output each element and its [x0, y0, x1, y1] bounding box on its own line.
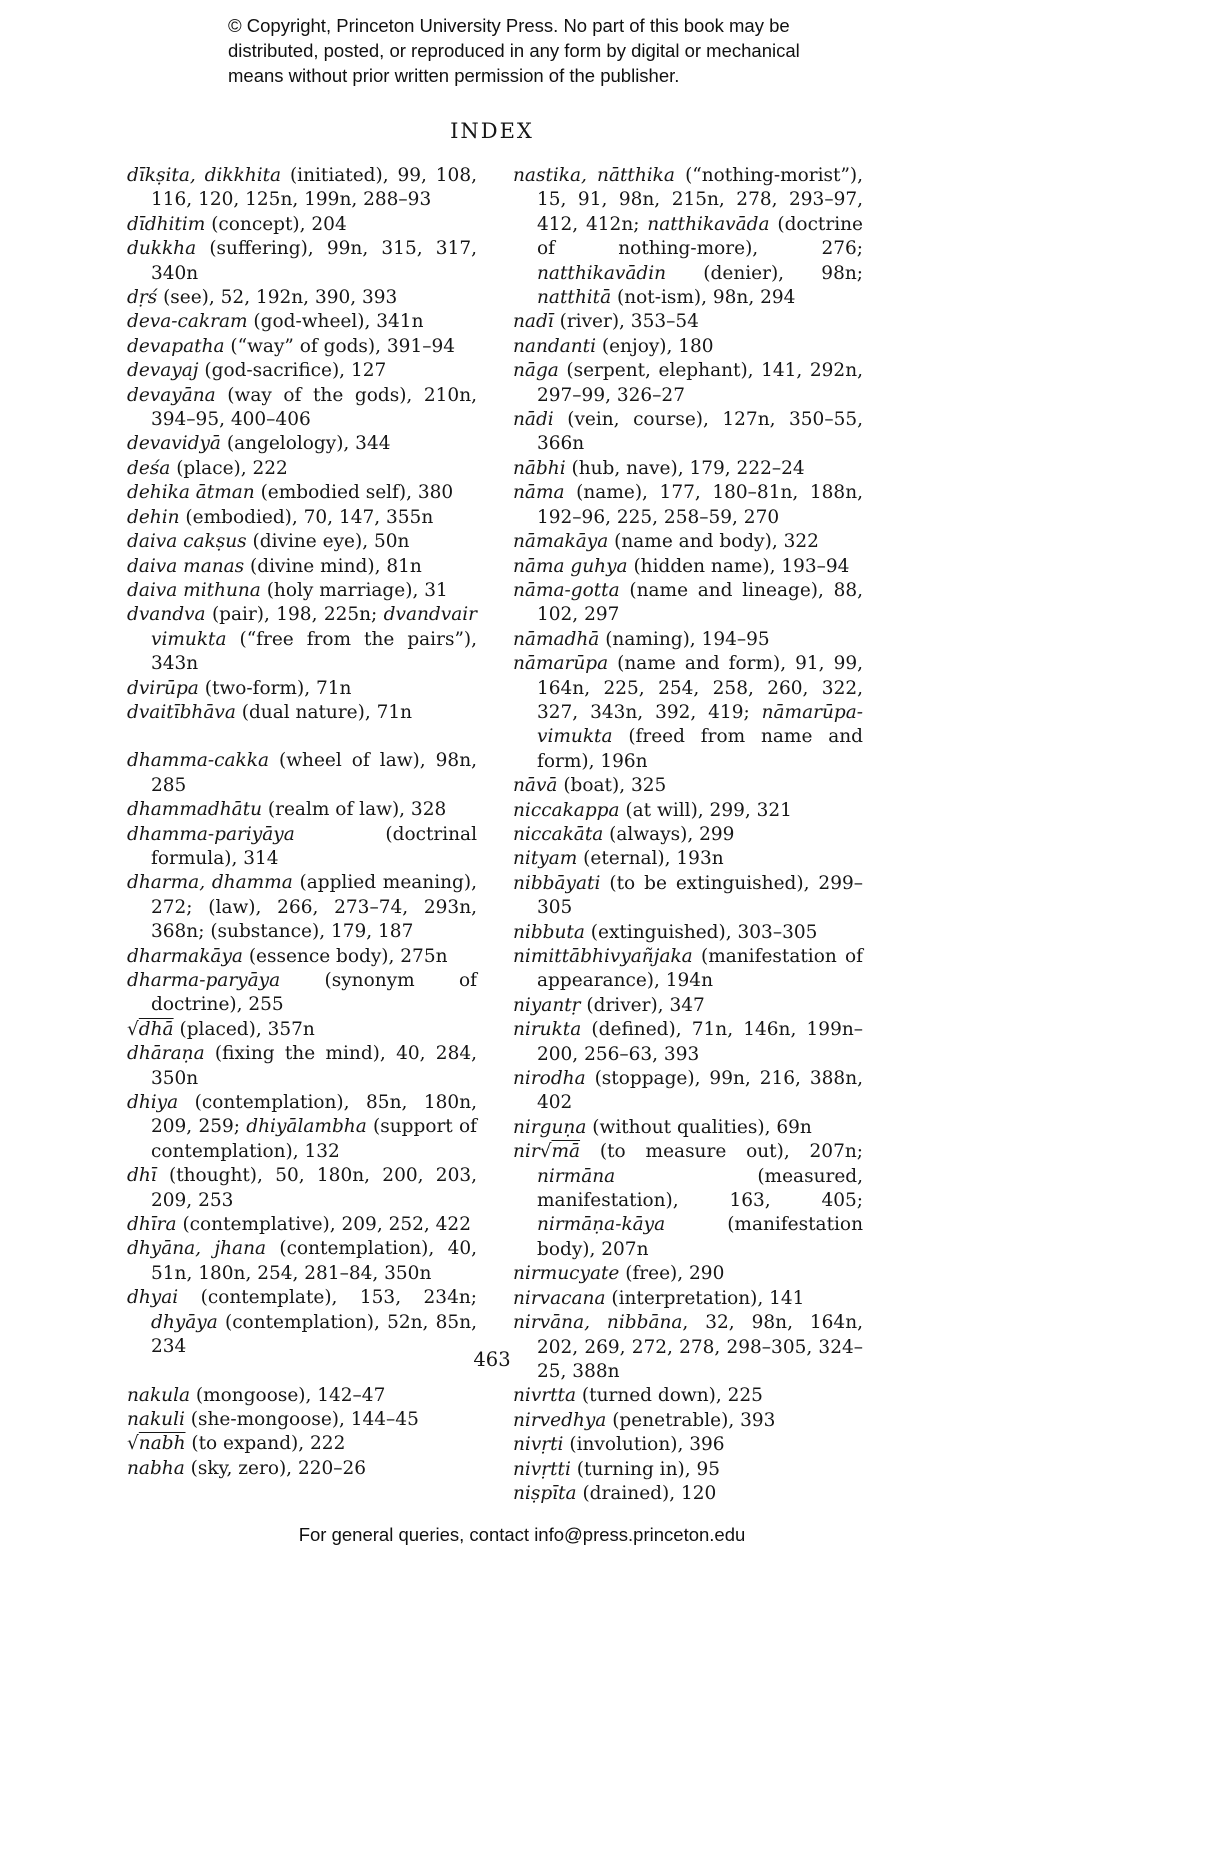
index-text: (enjoy), 180 — [596, 335, 714, 357]
index-text: (manifestation of appearance), 194n — [537, 946, 863, 992]
index-entry — [127, 384, 477, 433]
index-term: dhyai — [127, 1287, 179, 1309]
index-entry — [127, 677, 477, 701]
index-text: (defined), 71n, 146n, 199n–200, 256–63, 393 — [537, 1019, 863, 1065]
index-text: (denier), 98n; — [666, 262, 863, 284]
index-entry — [127, 1408, 477, 1432]
index-entry — [127, 286, 477, 310]
index-entry — [513, 1067, 863, 1116]
index-text: (turning in), 95 — [570, 1458, 721, 1480]
index-entry — [513, 408, 863, 457]
index-text: √ — [127, 1433, 139, 1455]
index-term: natthikavāda — [647, 213, 770, 235]
index-text: (free), 290 — [619, 1263, 725, 1285]
copyright-line: distributed, posted, or reproduced in any form by digital or mechanical — [228, 40, 800, 61]
index-text: (doctrine of nothing-more), 276; — [537, 213, 863, 260]
index-entry — [513, 1384, 863, 1408]
index-entry — [127, 969, 477, 1018]
index-term: dhamma-pariyāya — [127, 823, 295, 845]
index-term: nastika, nātthika — [513, 165, 675, 186]
index-term: dhyāna, jhana — [127, 1238, 267, 1260]
index-term: nabha — [127, 1457, 185, 1479]
index-entry — [127, 579, 477, 603]
index-term: dīdhitim — [127, 213, 206, 235]
index-text: (embodied), 70, 147, 355n — [179, 506, 434, 528]
index-term: nāga — [513, 360, 559, 382]
index-entry — [513, 457, 863, 481]
index-entry — [513, 1458, 863, 1482]
index-term: devayāna — [127, 384, 216, 406]
index-text: (angelology), 344 — [220, 433, 391, 455]
index-entry — [513, 1287, 863, 1311]
index-term: dhammadhātu — [127, 799, 263, 821]
index-entry — [513, 945, 863, 994]
index-entry — [513, 1433, 863, 1457]
index-text: (see), 52, 192n, 390, 393 — [157, 287, 398, 309]
index-term: nakula — [127, 1384, 191, 1406]
index-text: (eternal), 193n — [577, 848, 724, 870]
index-term: nāmarūpa-vimukta — [537, 701, 863, 748]
index-entry — [127, 945, 477, 969]
index-text: (fixing the mind), 40, 284, 350n — [151, 1043, 477, 1089]
index-entry — [513, 994, 863, 1018]
index-text: (mongoose), 142–47 — [190, 1384, 386, 1406]
index-text: (hidden name), 193–94 — [627, 555, 850, 577]
index-term: dhāraṇa — [127, 1043, 205, 1065]
index-text: (name and form), 91, 99, 164n, 225, 254, 258, 260, 322, 327, 343n, 392, 419; — [537, 653, 863, 723]
index-term: nādi — [513, 409, 554, 431]
index-term: nāvā — [513, 775, 558, 797]
index-term: deva-cakram — [127, 311, 248, 333]
index-entry — [513, 652, 863, 774]
index-term: nirmucyate — [513, 1263, 620, 1285]
index-term: nirmāna — [537, 1165, 616, 1187]
index-entry — [127, 310, 477, 334]
index-term: dehin — [127, 506, 180, 528]
index-text: (suffering), 99n, 315, 317, 340n — [151, 238, 477, 284]
index-text: (name and lineage), 88, 102, 297 — [537, 579, 863, 626]
index-text: (god-wheel), 341n — [247, 311, 424, 333]
index-text: (to be extinguished), 299–305 — [537, 872, 863, 919]
index-text: (naming), 194–95 — [599, 628, 770, 650]
index-text: (“nothing-morist”), 15, 91, 98n, 215n, 278, 293–97, 412, 412n; — [537, 165, 863, 235]
index-term: nāma-gotta — [513, 579, 620, 601]
index-term: dharma, dhamma — [127, 872, 293, 894]
index-text: (realm of law), 328 — [262, 799, 447, 821]
index-text: (involution), 396 — [563, 1434, 725, 1456]
index-term: devavidyā — [127, 433, 221, 455]
index-text: (pair), 198, 225n; — [205, 604, 384, 626]
index-term: nivṛtti — [513, 1458, 571, 1480]
index-column-right — [513, 164, 863, 1506]
index-term: dīkṣita, dikkhita — [127, 165, 282, 186]
index-text: (two-form), 71n — [198, 677, 352, 699]
index-entry — [127, 823, 477, 872]
page-heading: INDEX — [450, 119, 534, 143]
index-root-term: dhā — [138, 1018, 174, 1040]
index-term: nityam — [513, 848, 578, 870]
index-entry — [127, 432, 477, 456]
index-entry — [127, 701, 477, 725]
index-term: dhamma-cakka — [127, 750, 269, 772]
index-root-term: mā — [551, 1141, 581, 1163]
index-text: (manifestation body), 207n — [537, 1214, 863, 1260]
index-term: dukkha — [127, 238, 197, 260]
copyright-notice — [228, 13, 848, 88]
index-text: (way of the gods), 210n, 394–95, 400–406 — [151, 384, 477, 431]
index-term: nibbuta — [513, 921, 585, 943]
index-entry — [513, 1140, 863, 1262]
index-term: nakuli — [127, 1408, 185, 1430]
index-text: (at will), 299, 321 — [619, 799, 792, 821]
index-entry — [513, 310, 863, 334]
index-term: nāma — [513, 482, 565, 504]
index-term: nibbāyati — [513, 872, 601, 894]
index-text: (wheel of law), 98n, 285 — [151, 750, 477, 796]
index-entry — [127, 603, 477, 676]
index-entry — [513, 872, 863, 921]
index-entry — [513, 921, 863, 945]
index-entry — [513, 555, 863, 579]
index-entry — [127, 506, 477, 530]
index-entry — [127, 481, 477, 505]
index-term: nirguṇa — [513, 1116, 587, 1138]
index-text: √ — [539, 1141, 552, 1163]
index-term: nirvāna, nibbāna — [513, 1312, 683, 1334]
index-text: (embodied self), 380 — [254, 482, 454, 504]
index-text: (freed from name and form), 196n — [537, 726, 863, 772]
index-text: (contemplate), 153, 234n; — [178, 1287, 477, 1309]
index-term: daiva mithuna — [127, 579, 261, 601]
index-term: nirvedhya — [513, 1409, 607, 1431]
index-term: nimittābhivyañjaka — [513, 946, 693, 967]
index-entry — [127, 335, 477, 359]
index-term: devapatha — [127, 335, 225, 357]
index-entry — [127, 530, 477, 554]
index-entry — [513, 628, 863, 652]
index-entry — [127, 164, 477, 213]
index-text: (dual nature), 71n — [235, 701, 413, 723]
index-text: (divine eye), 50n — [246, 531, 410, 553]
index-term: daiva manas — [127, 555, 245, 577]
index-term: nadī — [513, 311, 554, 333]
index-text: (stoppage), 99n, 216, 388n, 402 — [537, 1068, 863, 1114]
index-entry — [127, 555, 477, 579]
index-text: (name and body), 322 — [608, 531, 819, 553]
index-term: dhīra — [127, 1214, 177, 1236]
index-entry — [513, 823, 863, 847]
copyright-line: © Copyright, Princeton University Press. No part of this book may be — [228, 15, 790, 36]
index-entry — [127, 798, 477, 822]
index-root-term: nabh — [138, 1433, 186, 1455]
index-term: nāmakāya — [513, 531, 609, 553]
index-text: (doctrinal formula), 314 — [151, 823, 477, 869]
index-entry — [513, 359, 863, 408]
copyright-line: means without prior written permission of the publisher. — [228, 65, 680, 86]
index-text: (essence body), 275n — [242, 945, 448, 967]
index-group — [127, 1384, 477, 1482]
index-group — [513, 164, 863, 1506]
index-term: niyantṛ — [513, 994, 581, 1016]
page-number: 463 — [473, 1348, 511, 1371]
index-term: dhiyālambha — [246, 1116, 367, 1138]
index-columns — [127, 164, 863, 1506]
index-entry — [127, 237, 477, 286]
index-entry — [127, 1384, 477, 1408]
index-term: dhiya — [127, 1092, 179, 1114]
index-entry — [127, 359, 477, 383]
index-text: (drained), 120 — [576, 1482, 717, 1504]
index-text: (hub, nave), 179, 222–24 — [565, 457, 805, 479]
index-term: dehika ātman — [127, 482, 255, 504]
index-term: nirukta — [513, 1019, 582, 1041]
index-group — [127, 164, 477, 725]
index-term: dhyāya — [151, 1311, 218, 1333]
index-term: nirmāṇa-kāya — [537, 1214, 666, 1236]
index-entry — [127, 1164, 477, 1213]
index-entry — [127, 1018, 477, 1042]
index-term: deśa — [127, 457, 171, 479]
index-term: devayaj — [127, 360, 199, 382]
index-text: (interpretation), 141 — [605, 1287, 805, 1309]
index-text: (measured, manifestation), 163, 405; — [537, 1165, 863, 1212]
index-term: dvandvair vimukta — [151, 604, 477, 650]
index-text: (contemplation), 85n, 180n, 209, 259; — [151, 1092, 477, 1138]
index-group — [127, 749, 477, 1359]
index-text: (turned down), 225 — [576, 1385, 763, 1407]
index-term: nirodha — [513, 1068, 586, 1090]
index-term: niccakappa — [513, 799, 620, 821]
index-text: (sky, zero), 220–26 — [184, 1457, 367, 1479]
index-text: (contemplation), 52n, 85n, 234 — [151, 1311, 477, 1358]
index-text: (support of contemplation), 132 — [151, 1116, 477, 1162]
index-text: (contemplative), 209, 252, 422 — [176, 1214, 471, 1236]
index-text: (placed), 357n — [173, 1018, 315, 1040]
index-entry — [127, 749, 477, 798]
index-entry — [127, 1432, 477, 1456]
index-text: (always), 299 — [603, 823, 735, 845]
index-entry — [513, 799, 863, 823]
index-entry — [513, 579, 863, 628]
index-column-left — [127, 164, 477, 1506]
index-entry — [513, 774, 863, 798]
index-text: (applied meaning), 272; (law), 266, 273–74, 293n, 368n; (substance), 179, 187 — [151, 872, 477, 943]
index-text: (“way” of gods), 391–94 — [224, 335, 456, 357]
index-entry — [127, 213, 477, 237]
index-entry — [513, 1116, 863, 1140]
index-entry — [127, 1213, 477, 1237]
index-text: (concept), 204 — [205, 213, 347, 235]
index-text: (not-ism), 98n, 294 — [611, 287, 796, 309]
index-term: nābhi — [513, 457, 566, 479]
index-term: dvirūpa — [127, 677, 199, 699]
index-text: (to expand), 222 — [185, 1433, 346, 1455]
index-term: nivrtta — [513, 1385, 577, 1407]
index-text: (to measure out), 207n; — [580, 1141, 863, 1163]
index-text: (she-mongoose), 144–45 — [184, 1408, 419, 1430]
index-text: (driver), 347 — [580, 994, 705, 1016]
index-entry — [127, 1457, 477, 1481]
index-term: dvaitībhāva — [127, 701, 236, 723]
index-text: (divine mind), 81n — [244, 555, 422, 577]
index-text: , 32, 98n, 164n, 202, 269, 272, 278, 298–305, 324–25, 388n — [537, 1312, 863, 1382]
index-text: (holy marriage), 31 — [260, 579, 448, 601]
index-text: (serpent, elephant), 141, 292n, 297–99, 326–27 — [537, 360, 863, 406]
index-text: (extinguished), 303–305 — [584, 921, 818, 943]
index-term: nirvacana — [513, 1287, 606, 1309]
index-term: niṣpīta — [513, 1482, 577, 1504]
index-term: nir — [513, 1141, 540, 1163]
index-text: (boat), 325 — [557, 775, 667, 797]
index-term: nandanti — [513, 335, 596, 357]
index-entry — [513, 1018, 863, 1067]
index-text: (without qualities), 69n — [586, 1116, 812, 1138]
index-entry — [127, 871, 477, 944]
index-entry — [513, 847, 863, 871]
index-term: natthikavādin — [537, 262, 667, 284]
index-term: nāmadhā — [513, 628, 600, 650]
index-entry — [127, 1042, 477, 1091]
index-text: √ — [127, 1018, 139, 1040]
index-entry — [513, 1482, 863, 1506]
index-entry — [513, 481, 863, 530]
index-text: (“free from the pairs”), 343n — [151, 628, 477, 675]
index-text: (initiated), 99, 108, 116, 120, 125n, 199n, 288–93 — [151, 165, 477, 211]
index-term: niccakāta — [513, 823, 604, 845]
index-term: dhī — [127, 1165, 157, 1187]
index-text: (thought), 50, 180n, 200, 203, 209, 253 — [151, 1165, 477, 1211]
index-term: dṛś — [127, 287, 158, 309]
index-entry — [513, 164, 863, 310]
index-entry — [127, 1237, 477, 1286]
index-term: dharma-paryāya — [127, 970, 281, 991]
index-text: (contemplation), 40, 51n, 180n, 254, 281–84, 350n — [151, 1238, 478, 1284]
index-entry — [513, 1262, 863, 1286]
index-term: nivṛti — [513, 1434, 564, 1456]
index-entry — [513, 1409, 863, 1433]
index-entry — [513, 335, 863, 359]
index-term: daiva cakṣus — [127, 531, 247, 553]
index-term: natthitā — [537, 287, 612, 309]
index-text: (name), 177, 180–81n, 188n, 192–96, 225, 258–59, 270 — [537, 482, 863, 528]
index-text: (synonym of doctrine), 255 — [151, 970, 477, 1016]
index-term: dharmakāya — [127, 945, 243, 967]
index-text: (place), 222 — [170, 457, 288, 479]
index-text: (penetrable), 393 — [606, 1409, 776, 1431]
index-text: (river), 353–54 — [553, 311, 699, 333]
index-term: dvandva — [127, 604, 206, 626]
index-text: (vein, course), 127n, 350–55, 366n — [537, 409, 863, 455]
index-text: (god-sacrifice), 127 — [198, 360, 387, 382]
index-term: nāma guhya — [513, 555, 628, 577]
footer-contact: For general queries, contact info@press.princeton.edu — [298, 1524, 746, 1545]
index-term: nāmarūpa — [513, 653, 609, 675]
index-entry — [127, 457, 477, 481]
index-entry — [513, 530, 863, 554]
index-entry — [127, 1091, 477, 1164]
